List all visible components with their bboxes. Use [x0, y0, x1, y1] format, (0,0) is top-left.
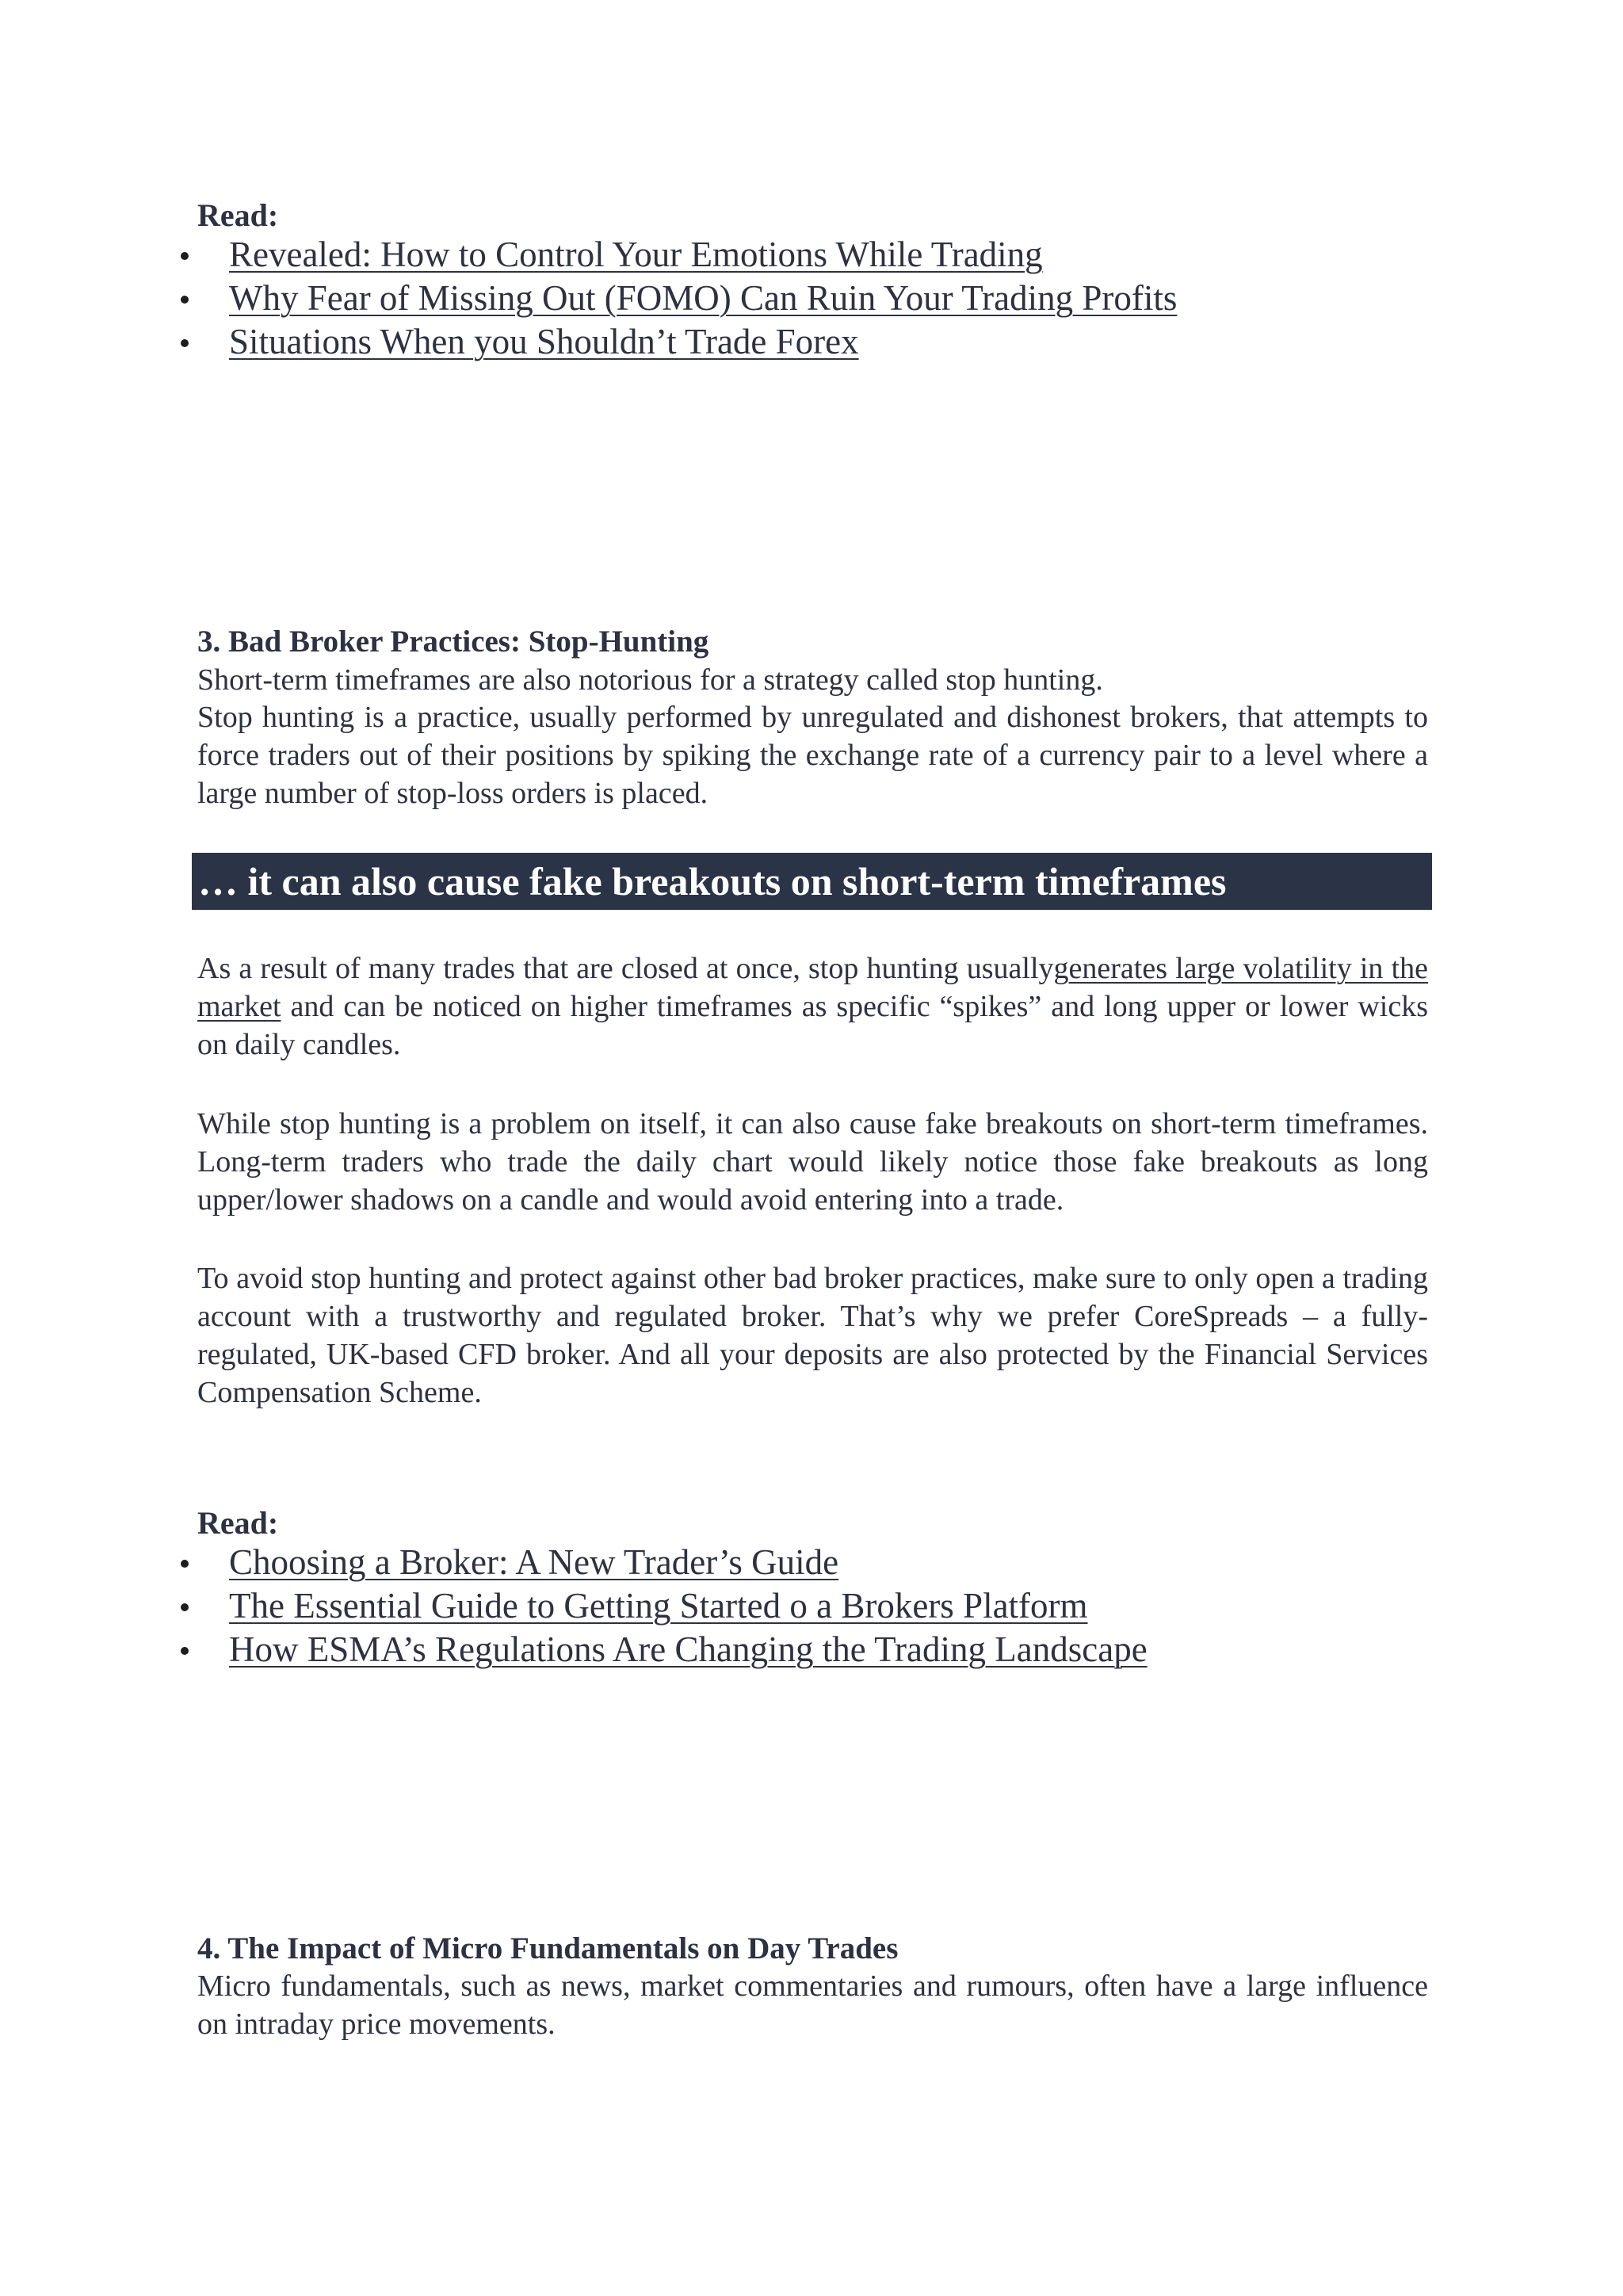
bullet-icon	[181, 1603, 189, 1611]
paragraph: Micro fundamentals, such as news, market commentaries and rumours, often have a large influence on intraday price movements.	[197, 1969, 1428, 2041]
read-label: Read:	[197, 197, 279, 233]
paragraph-text: As a result of many trades that are closed at once, stop hunting usually	[197, 952, 1054, 985]
paragraph-text: and can be noticed on higher timeframes as specific “spikes” and long upper or lower wicks on daily candles.	[197, 990, 1428, 1061]
paragraph: Stop hunting is a practice, usually performed by unregulated and dishonest brokers, that attempts to force traders out of their positions by spiking the exchange rate of a currency pair to a level where a large number of stop-loss orders is placed.	[197, 701, 1428, 810]
related-link-choosing-broker[interactable]: Choosing a Broker: A New Trader’s Guide	[229, 1542, 839, 1582]
related-link-brokers-platform[interactable]: The Essential Guide to Getting Started o a Brokers Platform	[229, 1586, 1088, 1626]
section-heading-stop-hunting: 3. Bad Broker Practices: Stop-Hunting	[197, 625, 709, 659]
related-link-emotions[interactable]: Revealed: How to Control Your Emotions While Trading	[229, 235, 1043, 274]
paragraph: Short-term timeframes are also notorious for a strategy called stop hunting.	[197, 663, 1103, 697]
paragraph-volatility	[197, 949, 1428, 1064]
paragraph-regulated-broker: To avoid stop hunting and protect against other bad broker practices, make sure to only open a trading account with a trustworthy and regulated broker. That’s why we prefer CoreSpreads – a fully-regulated, UK-based CFD broker. And all your deposits are also protected by the Financial Services Compensation Scheme.	[197, 1262, 1428, 1409]
paragraph-fake-breakouts: While stop hunting is a problem on itself, it can also cause fake breakouts on short-term timeframes. Long-term traders who trade the daily chart would likely notice those fake breakouts as long upper/lower shadows on a candle and would avoid entering into a trade.	[197, 1107, 1428, 1217]
section-heading-micro-fundamentals: 4. The Impact of Micro Fundamentals on Day Trades	[197, 1931, 899, 1966]
bullet-icon	[181, 339, 189, 347]
bullet-icon	[181, 252, 189, 260]
bullet-icon	[181, 296, 189, 304]
bullet-icon	[181, 1647, 189, 1655]
volatility-link[interactable]: generates large volatility in the market	[197, 952, 1428, 1023]
related-link-fomo[interactable]: Why Fear of Missing Out (FOMO) Can Ruin Your Trading Profits	[229, 278, 1178, 318]
related-link-shouldnt-trade[interactable]: Situations When you Shouldn’t Trade Forex	[229, 322, 859, 361]
read-label: Read:	[197, 1505, 279, 1541]
related-link-esma[interactable]: How ESMA’s Regulations Are Changing the Trading Landscape	[229, 1629, 1148, 1669]
bullet-icon	[181, 1560, 189, 1568]
highlight-banner: … it can also cause fake breakouts on short-term timeframes	[192, 853, 1432, 910]
